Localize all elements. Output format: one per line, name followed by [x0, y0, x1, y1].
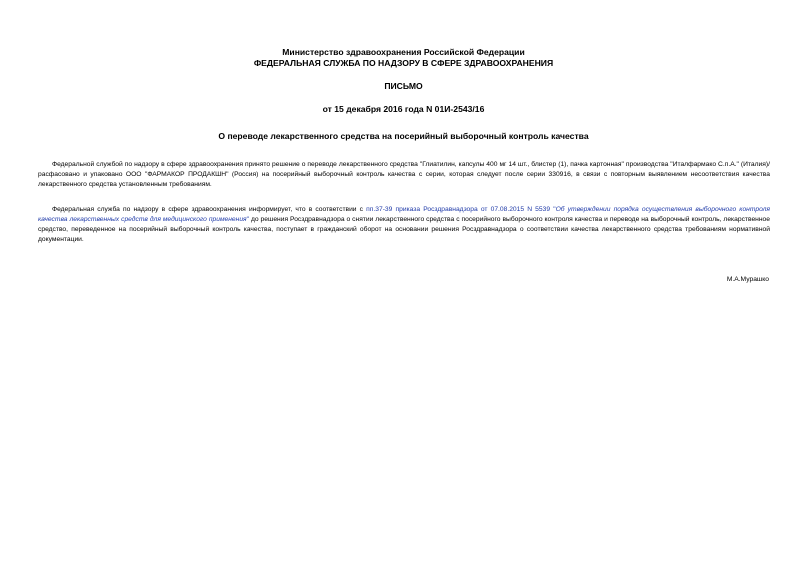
- document-date-number: от 15 декабря 2016 года N 01И-2543/16: [322, 104, 485, 114]
- document-subject: О переводе лекарственного средства на посерийный выборочный контроль качества: [218, 131, 589, 141]
- paragraph-information: [38, 205, 770, 245]
- paragraph-decision: [38, 160, 770, 190]
- paragraph-decision-text: Федеральной службой по надзору в сфере здравоохранения принято решение о переводе лекарственного средства "Глиатилин, капсулы 400 мг 14 шт., блистер (1), пачка картонная" производства "Италфармако С.п.А." (Италия)/расфасовано и упаковано ООО "ФАРМАКОР ПРОДАКШН" (Россия) на посерийный выборочный контроль качества с серии, которая следует после серии 330916, в связи с повторным выявлением несоответствия качества лекарственного средства установленным требованиям.: [38, 161, 770, 188]
- agency-name: ФЕДЕРАЛЬНАЯ СЛУЖБА ПО НАДЗОРУ В СФЕРЕ ЗДРАВООХРАНЕНИЯ: [253, 58, 554, 68]
- document-type: ПИСЬМО: [384, 81, 423, 91]
- signature: М.А.Мурашко: [726, 276, 769, 283]
- order-reference-text: пп.37-39 приказа Росздравнадзора от 07.08.2015 N 5539 ": [366, 206, 556, 213]
- order-reference-close: ": [246, 216, 249, 223]
- ministry-name: Министерство здравоохранения Российской Федерации: [282, 47, 525, 57]
- order-title-text: Об утверждении порядка осуществления выборочного контроля качества лекарственных средств для медицинского применения: [38, 206, 770, 223]
- paragraph-information-intro: Федеральная служба по надзору в сфере здравоохранения информирует, что в соответствии с: [52, 206, 367, 213]
- paragraph-information-body: до решения Росздравнадзора о снятии лекарственного средства с посерийного выборочного контроля качества и переводе на выборочный контроль, лекарственное средство, переведенное на посерийный выборочный контроль качества, поступает в гражданский оборот на основании решения Росздравнадзора о соответствии качества лекарственного средства требованиям нормативной документации.: [38, 216, 770, 243]
